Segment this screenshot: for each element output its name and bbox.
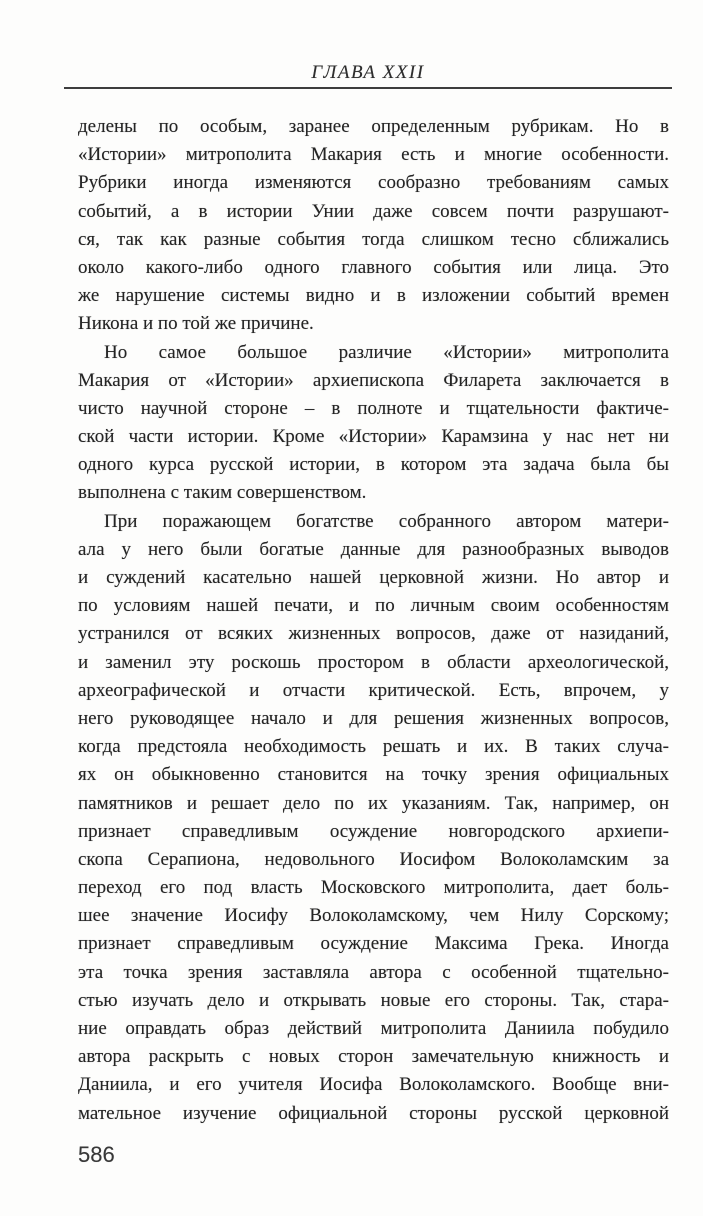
text-line: мательное изучение официальной стороны русской церковной	[78, 1102, 669, 1124]
text-line: шее значение Иосифу Волоколамскому, чем Нилу Сорскому;	[78, 905, 669, 927]
text-line: эта точка зрения заставляла автора с особенной тщательно-	[78, 961, 669, 983]
text-line: когда предстояла необходимость решать и их. В таких случа-	[78, 736, 669, 758]
text-line: При поражающем богатстве собранного автором матери-	[104, 510, 669, 532]
text-line: одного курса русской истории, в котором эта задача была бы	[78, 454, 669, 476]
text-line: выполнена с таким совершенством.	[78, 482, 367, 504]
text-line: событий, а в истории Унии даже совсем почти разрушают-	[78, 200, 669, 222]
text-line: и заменил эту роскошь простором в области археологической,	[78, 651, 669, 673]
text-line: скопа Серапиона, недовольного Иосифом Волоколамским за	[78, 848, 669, 870]
text-line: автора раскрыть с новых сторон замечательную книжность и	[78, 1046, 669, 1068]
text-line: «Истории» митрополита Макария есть и многие особенности.	[78, 144, 669, 166]
chapter-heading: ГЛАВА XXII	[311, 62, 425, 83]
text-line: ние оправдать образ действий митрополита Даниила побудило	[78, 1018, 669, 1039]
text-line: около какого-либо одного главного события или лица. Это	[78, 256, 669, 278]
text-line: него руководящее начало и для решения жизненных вопросов,	[78, 707, 669, 729]
text-line: археографической и отчасти критической. Есть, впрочем, у	[78, 679, 669, 701]
text-line: признает справедливым осуждение новгородского архиепи-	[78, 820, 669, 842]
running-head	[64, 62, 672, 89]
text-line: делены по особым, заранее определенным рубрикам. Но в	[78, 116, 669, 137]
text-line: ала у него были богатые данные для разнообразных выводов	[78, 538, 669, 560]
text-line: переход его под власть Московского митрополита, дает боль-	[78, 877, 669, 899]
text-block	[78, 113, 669, 1128]
text-line: Рубрики иногда изменяются сообразно требованиям самых	[78, 172, 669, 194]
text-line: ся, так как разные события тогда слишком тесно сближались	[78, 228, 669, 250]
text-line: Никона и по той же причине.	[78, 313, 314, 335]
text-line: признает справедливым осуждение Максима Грека. Иногда	[78, 933, 669, 955]
text-line: Даниила, и его учителя Иосифа Волоколамского. Вообще вни-	[78, 1074, 669, 1096]
text-line: ской части истории. Кроме «Истории» Карамзина у нас нет ни	[78, 426, 669, 448]
text-line: памятников и решает дело по их указаниям. Так, например, он	[78, 792, 669, 814]
text-line: чисто научной стороне – в полноте и тщательности фактиче-	[78, 397, 669, 419]
text-line: стью изучать дело и открывать новые его стороны. Так, стара-	[78, 989, 669, 1011]
text-line: устранился от всяких жизненных вопросов, даже от назиданий,	[78, 623, 669, 645]
text-line: Но самое большое различие «Истории» митрополита	[104, 341, 669, 363]
text-line: Макария от «Истории» архиепископа Филарета заключается в	[78, 369, 669, 391]
text-line: и суждений касательно нашей церковной жизни. Но автор и	[78, 567, 669, 588]
text-line: по условиям нашей печати, и по личным своим особенностям	[78, 595, 669, 617]
text-line: же нарушение системы видно и в изложении событий времен	[78, 285, 669, 307]
page-number: 586	[78, 1142, 115, 1167]
text-line: ях он обыкновенно становится на точку зрения официальных	[78, 764, 669, 786]
